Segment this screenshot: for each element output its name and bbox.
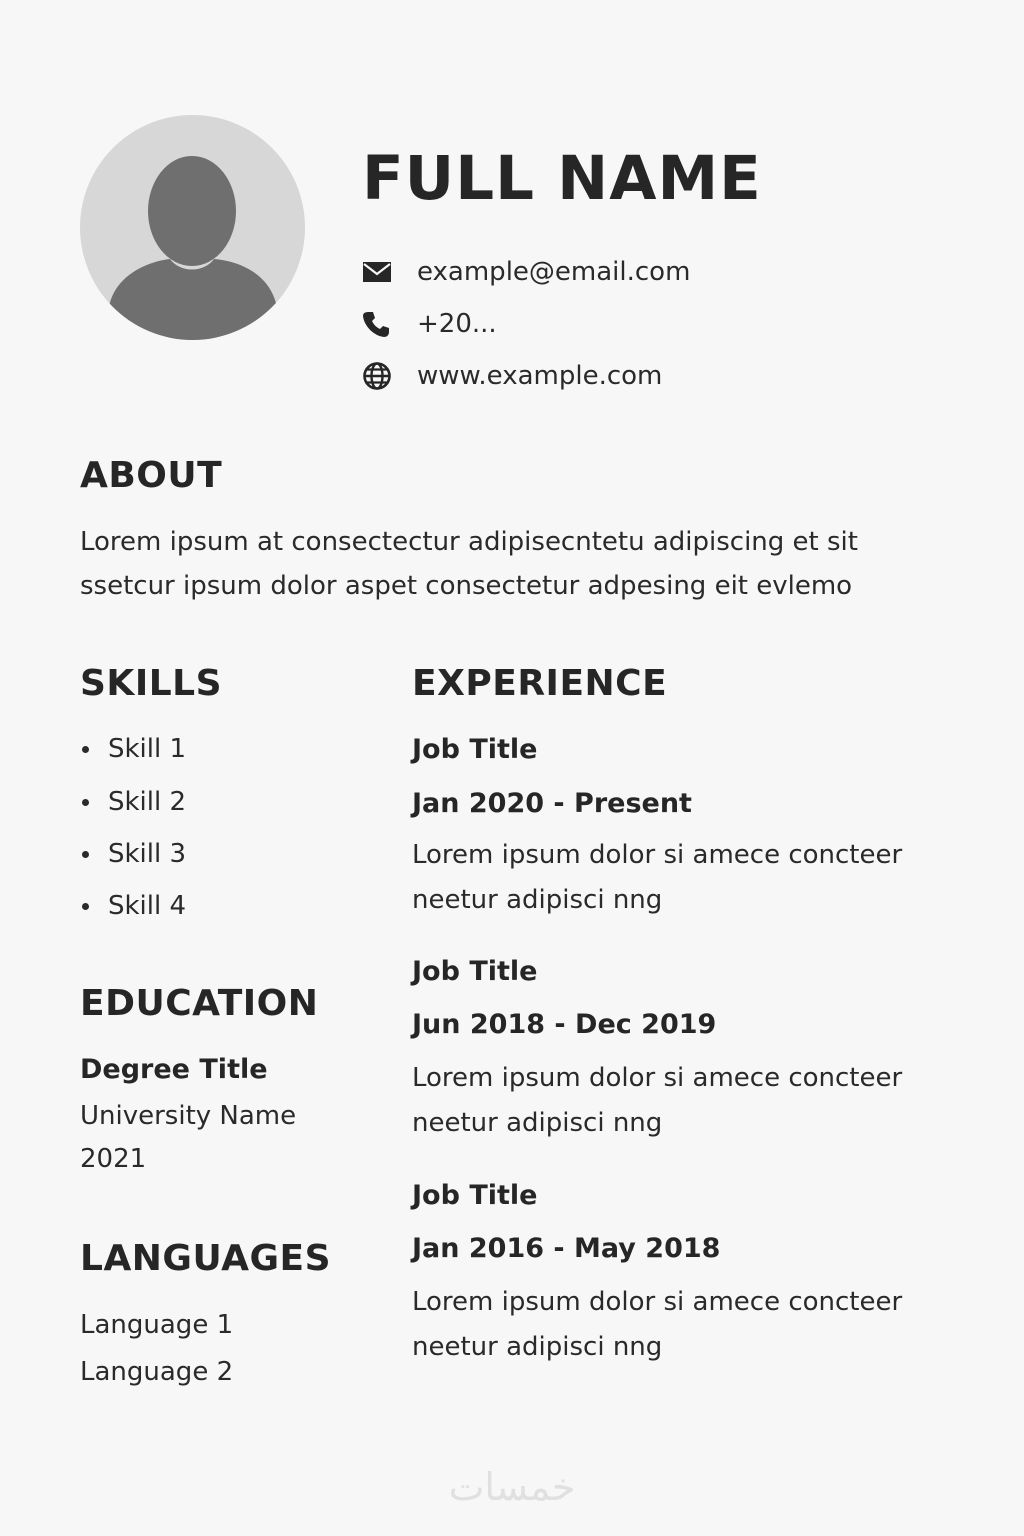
full-name: FULL NAME [362,143,762,214]
globe-icon [362,359,396,393]
job-description: Lorem ipsum dolor si amece concteer neetur adipisci nng [412,1063,903,1138]
skill-label: Skill 3 [108,839,187,869]
degree-title: Degree Title [80,1054,268,1085]
skill-label: Skill 4 [108,891,187,921]
job-dates: Jun 2018 - Dec 2019 [412,1009,717,1040]
education-heading: EDUCATION [80,983,319,1024]
list-item [80,837,186,871]
list-item [80,732,186,766]
job-title: Job Title [412,1180,538,1211]
website-text: www.example.com [417,361,663,391]
about-heading: ABOUT [80,455,223,496]
job-title: Job Title [412,956,538,987]
skills-heading: SKILLS [80,663,223,704]
job-dates: Jan 2016 - May 2018 [412,1233,721,1264]
job-description: Lorem ipsum dolor si amece concteer neetur adipisci nng [412,840,903,915]
graduation-year: 2021 [80,1144,147,1174]
contact-email[interactable] [362,255,690,289]
experience-heading: EXPERIENCE [412,663,668,704]
bullet-icon [82,746,89,753]
user-silhouette-icon [80,115,305,340]
phone-icon [362,307,396,341]
bullet-icon [82,851,89,858]
contact-website[interactable] [362,359,662,393]
languages-heading: LANGUAGES [80,1238,332,1279]
job-title: Job Title [412,734,538,765]
list-item [80,889,186,923]
job-dates: Jan 2020 - Present [412,788,692,819]
skill-label: Skill 1 [108,734,187,764]
watermark: خمسات [448,1465,576,1509]
bullet-icon [82,799,89,806]
job-description: Lorem ipsum dolor si amece concteer neetur adipisci nng [412,1287,903,1362]
phone-text: +20... [417,309,497,339]
university-name: University Name [80,1101,297,1131]
email-text: example@email.com [417,257,691,287]
language-item: Language 1 [80,1310,234,1340]
contact-phone[interactable] [362,307,497,341]
language-item: Language 2 [80,1357,234,1387]
skill-label: Skill 2 [108,787,187,817]
about-text: Lorem ipsum at consectectur adipisecntetu adipiscing et sit ssetcur ipsum dolor aspet consectetur adpesing eit evlemo [80,527,858,601]
list-item [80,785,186,819]
bullet-icon [82,903,89,910]
avatar [80,115,305,340]
envelope-icon [362,255,396,289]
